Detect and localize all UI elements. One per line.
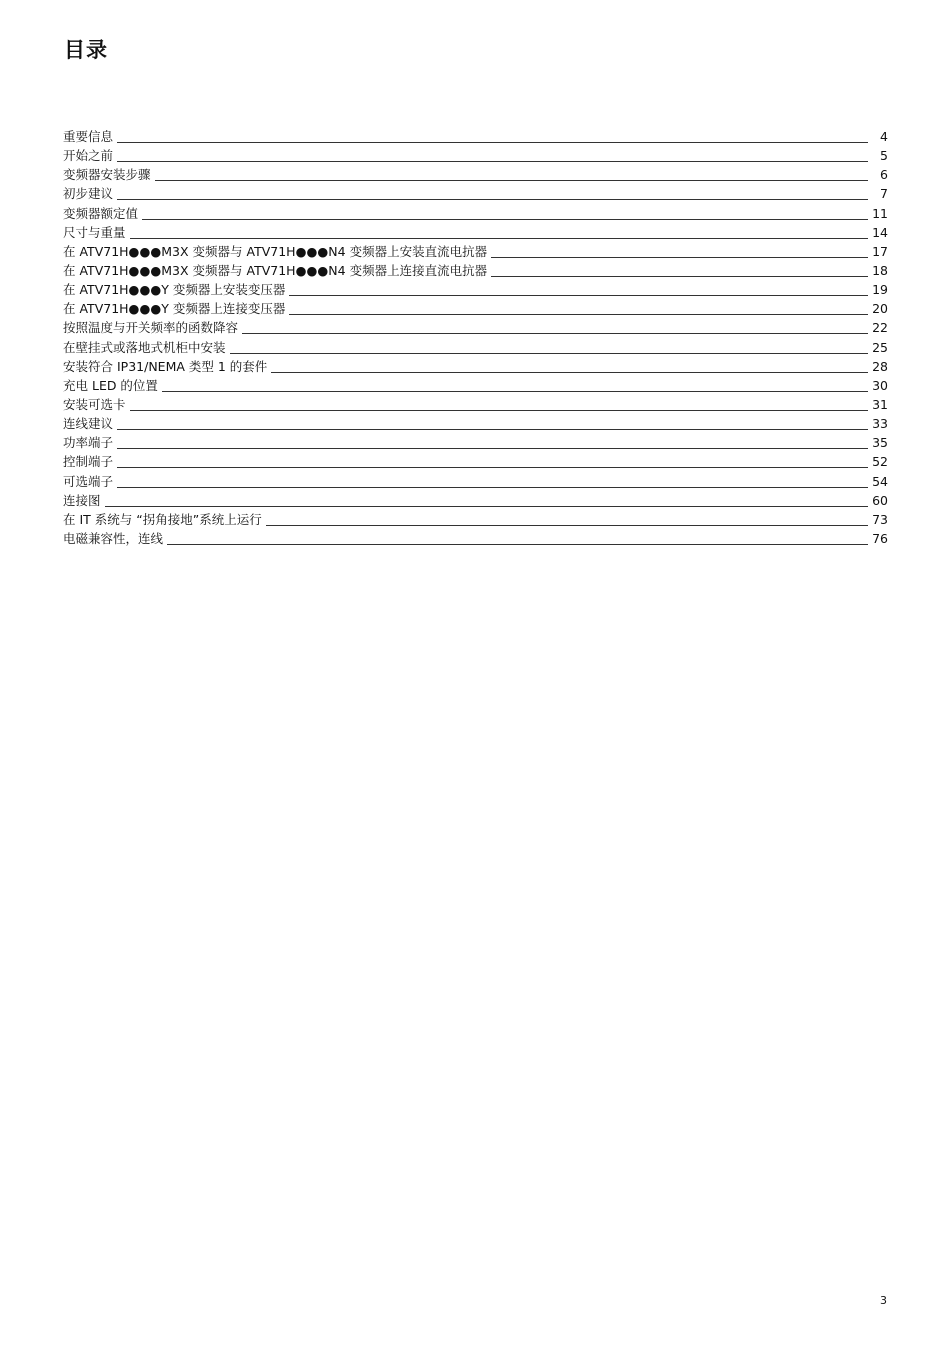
- toc-entry-label: 在壁挂式或落地式机柜中安装: [63, 339, 226, 355]
- toc-entry-label: 电磁兼容性，连线: [63, 530, 164, 546]
- page-title: 目录: [64, 38, 108, 62]
- toc-leader-line: [117, 487, 868, 488]
- toc-entry[interactable]: [63, 261, 888, 280]
- toc-entry-page: 76: [872, 530, 888, 546]
- toc-entry-page: 5: [880, 148, 888, 164]
- toc-entry-page: 31: [872, 396, 888, 412]
- toc-entry-label: 安装符合 IP31/NEMA 类型 1 的套件: [63, 358, 268, 374]
- toc-leader-line: [289, 295, 868, 296]
- toc-entry-page: 17: [872, 243, 888, 259]
- toc-entry-page: 22: [872, 320, 888, 336]
- toc-leader-line: [142, 219, 868, 220]
- toc-leader-line: [271, 372, 868, 373]
- toc-entry-page: 28: [872, 358, 888, 374]
- toc-leader-line: [266, 525, 868, 526]
- toc-entry-label: 连接图: [63, 492, 101, 508]
- toc-entry-page: 60: [872, 492, 888, 508]
- toc-entry-label: 重要信息: [63, 129, 114, 144]
- toc-leader-line: [117, 161, 868, 162]
- toc-entry-page: 73: [872, 511, 888, 527]
- toc-entry-label: 按照温度与开关频率的函数降容: [63, 320, 239, 336]
- toc-entry[interactable]: [63, 165, 888, 184]
- toc-entry[interactable]: [63, 184, 888, 203]
- toc-entry-label: 变频器安装步骤: [63, 167, 151, 183]
- toc-entry[interactable]: [63, 338, 888, 357]
- toc-leader-line: [130, 238, 868, 239]
- toc-leader-line: [162, 391, 868, 392]
- toc-leader-line: [105, 506, 868, 507]
- toc-entry[interactable]: [63, 452, 888, 471]
- toc-entry-label: 在 ATV71H●●●Y 变频器上安装变压器: [63, 282, 286, 298]
- toc-leader-line: [242, 333, 868, 334]
- toc-leader-line: [130, 410, 868, 411]
- toc-entry[interactable]: [63, 280, 888, 299]
- toc-entry-label: 变频器额定值: [63, 205, 139, 221]
- toc-entry[interactable]: [63, 433, 888, 452]
- toc-entry-label: 安装可选卡: [63, 396, 126, 412]
- toc-entry-label: 在 ATV71H●●●M3X 变频器与 ATV71H●●●N4 变频器上连接直流电抗器: [63, 262, 488, 278]
- toc-entry-label: 控制端子: [63, 454, 114, 470]
- toc-entry[interactable]: [63, 472, 888, 491]
- toc-leader-line: [117, 142, 868, 143]
- toc-entry[interactable]: [63, 491, 888, 510]
- toc-entry[interactable]: [63, 127, 888, 146]
- toc-entry-label: 可选端子: [63, 473, 114, 489]
- toc-entry-label: 在 IT 系统与 “拐角接地”系统上运行: [63, 511, 262, 527]
- toc-entry[interactable]: [63, 414, 888, 433]
- toc-entry-page: 18: [872, 262, 888, 278]
- toc-entry-label: 开始之前: [63, 148, 114, 164]
- toc-entry-label: 功率端子: [63, 435, 114, 451]
- toc-entry-page: 35: [872, 435, 888, 451]
- toc-leader-line: [167, 544, 868, 545]
- toc-entry-page: 20: [872, 301, 888, 317]
- toc-entry-page: 19: [872, 282, 888, 298]
- toc-entry[interactable]: [63, 376, 888, 395]
- table-of-contents: [63, 127, 888, 548]
- toc-entry-page: 33: [872, 416, 888, 432]
- toc-leader-line: [117, 467, 868, 468]
- toc-entry[interactable]: [63, 223, 888, 242]
- toc-leader-line: [117, 448, 868, 449]
- toc-entry[interactable]: [63, 146, 888, 165]
- page-number: 3: [880, 1294, 887, 1307]
- toc-leader-line: [491, 257, 868, 258]
- toc-entry-page: 4: [880, 129, 888, 144]
- toc-entry[interactable]: [63, 395, 888, 414]
- toc-entry[interactable]: [63, 204, 888, 223]
- toc-entry[interactable]: [63, 242, 888, 261]
- toc-entry[interactable]: [63, 318, 888, 337]
- toc-leader-line: [155, 180, 868, 181]
- toc-leader-line: [230, 353, 868, 354]
- toc-entry[interactable]: [63, 529, 888, 548]
- toc-entry-label: 在 ATV71H●●●Y 变频器上连接变压器: [63, 301, 286, 317]
- toc-entry-page: 52: [872, 454, 888, 470]
- toc-entry-page: 6: [880, 167, 888, 183]
- toc-entry-page: 30: [872, 377, 888, 393]
- toc-entry-label: 充电 LED 的位置: [63, 377, 158, 393]
- toc-entry[interactable]: [63, 357, 888, 376]
- toc-entry-page: 14: [872, 224, 888, 240]
- toc-entry-label: 连线建议: [63, 416, 114, 432]
- toc-entry-label: 尺寸与重量: [63, 224, 126, 240]
- toc-entry[interactable]: [63, 510, 888, 529]
- toc-entry-label: 在 ATV71H●●●M3X 变频器与 ATV71H●●●N4 变频器上安装直流电抗器: [63, 243, 488, 259]
- toc-leader-line: [289, 314, 868, 315]
- toc-entry-label: 初步建议: [63, 186, 114, 202]
- toc-leader-line: [491, 276, 868, 277]
- toc-entry[interactable]: [63, 299, 888, 318]
- toc-entry-page: 25: [872, 339, 888, 355]
- toc-leader-line: [117, 199, 868, 200]
- toc-leader-line: [117, 429, 868, 430]
- toc-entry-page: 7: [880, 186, 888, 202]
- toc-entry-page: 11: [872, 205, 888, 221]
- toc-entry-page: 54: [872, 473, 888, 489]
